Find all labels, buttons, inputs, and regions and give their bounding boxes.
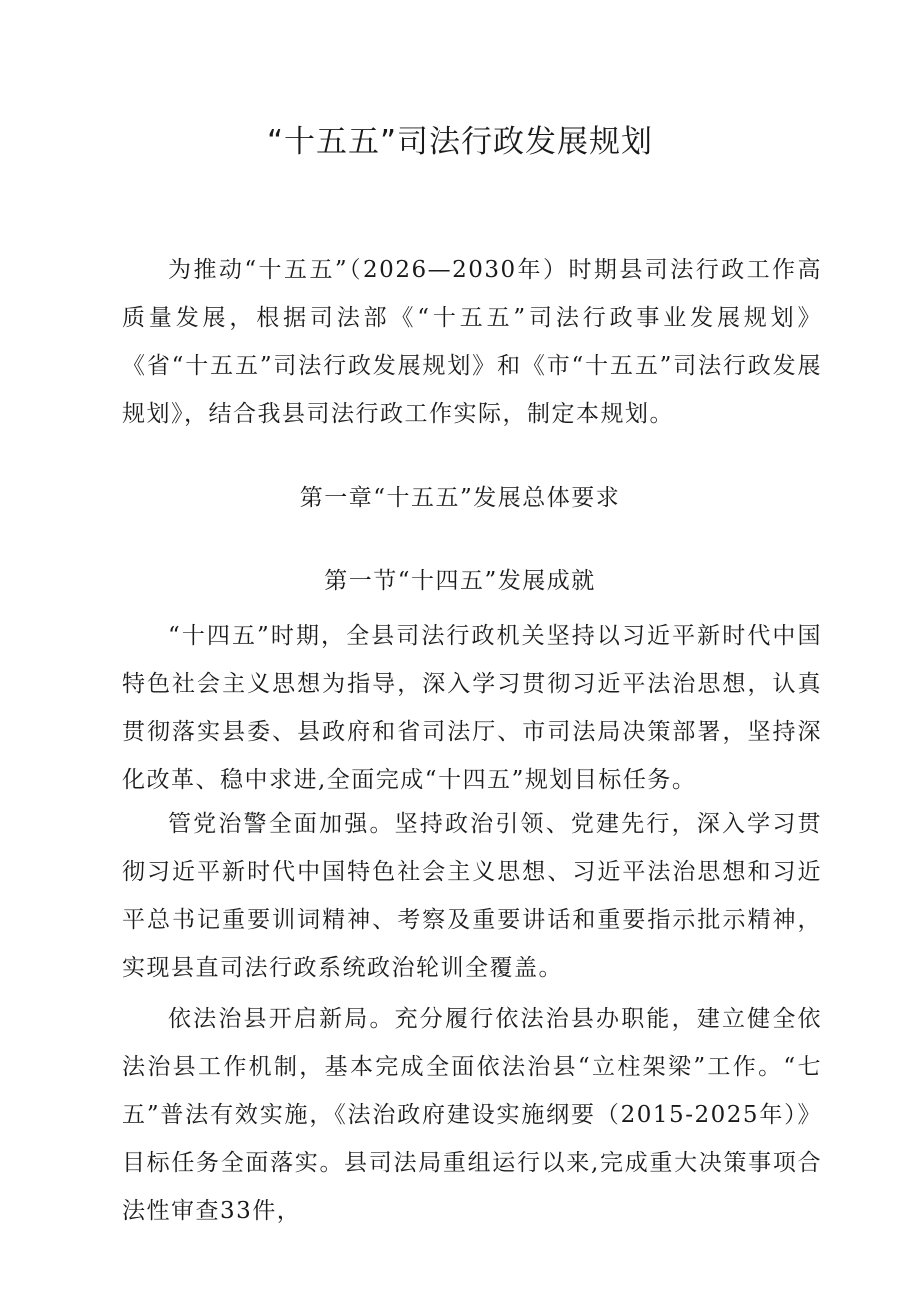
- body-paragraph: 依法治县开启新局。充分履行依法治县办职能，建立健全依法治县工作机制，基本完成全面依法治县“立柱架梁”工作。“七五”普法有效实施，《法治政府建设实施纲要（2015-2025年）》目标任务全面落实。县司法局重组运行以来,完成重大决策事项合法性审查33件，: [122, 1006, 822, 1224]
- intro-paragraph: 为推动“十五五”（2026—2030年）时期县司法行政工作高质量发展，根据司法部《“十五五”司法行政事业发展规划》《省“十五五”司法行政发展规划》和《市“十五五”司法行政发展规划》，结合我县司法行政工作实际，制定本规划。: [122, 257, 822, 427]
- section-heading: 第一节“十四五”发展成就: [324, 568, 596, 594]
- chapter-heading: 第一章“十五五”发展总体要求: [299, 485, 621, 511]
- document-title: “十五五”司法行政发展规划: [266, 124, 654, 160]
- body-paragraph: “十四五”时期，全县司法行政机关坚持以习近平新时代中国特色社会主义思想为指导，深入学习贯彻习近平法治思想，认真贯彻落实县委、县政府和省司法厅、市司法局决策部署，坚持深化改革、稳中求进,全面完成“十四五”规划目标任务。: [122, 623, 822, 793]
- body-paragraph: 管党治警全面加强。坚持政治引领、党建先行，深入学习贯彻习近平新时代中国特色社会主义思想、习近平法治思想和习近平总书记重要训词精神、考察及重要讲话和重要指示批示精神，实现县直司法行政系统政治轮训全覆盖。: [122, 811, 822, 981]
